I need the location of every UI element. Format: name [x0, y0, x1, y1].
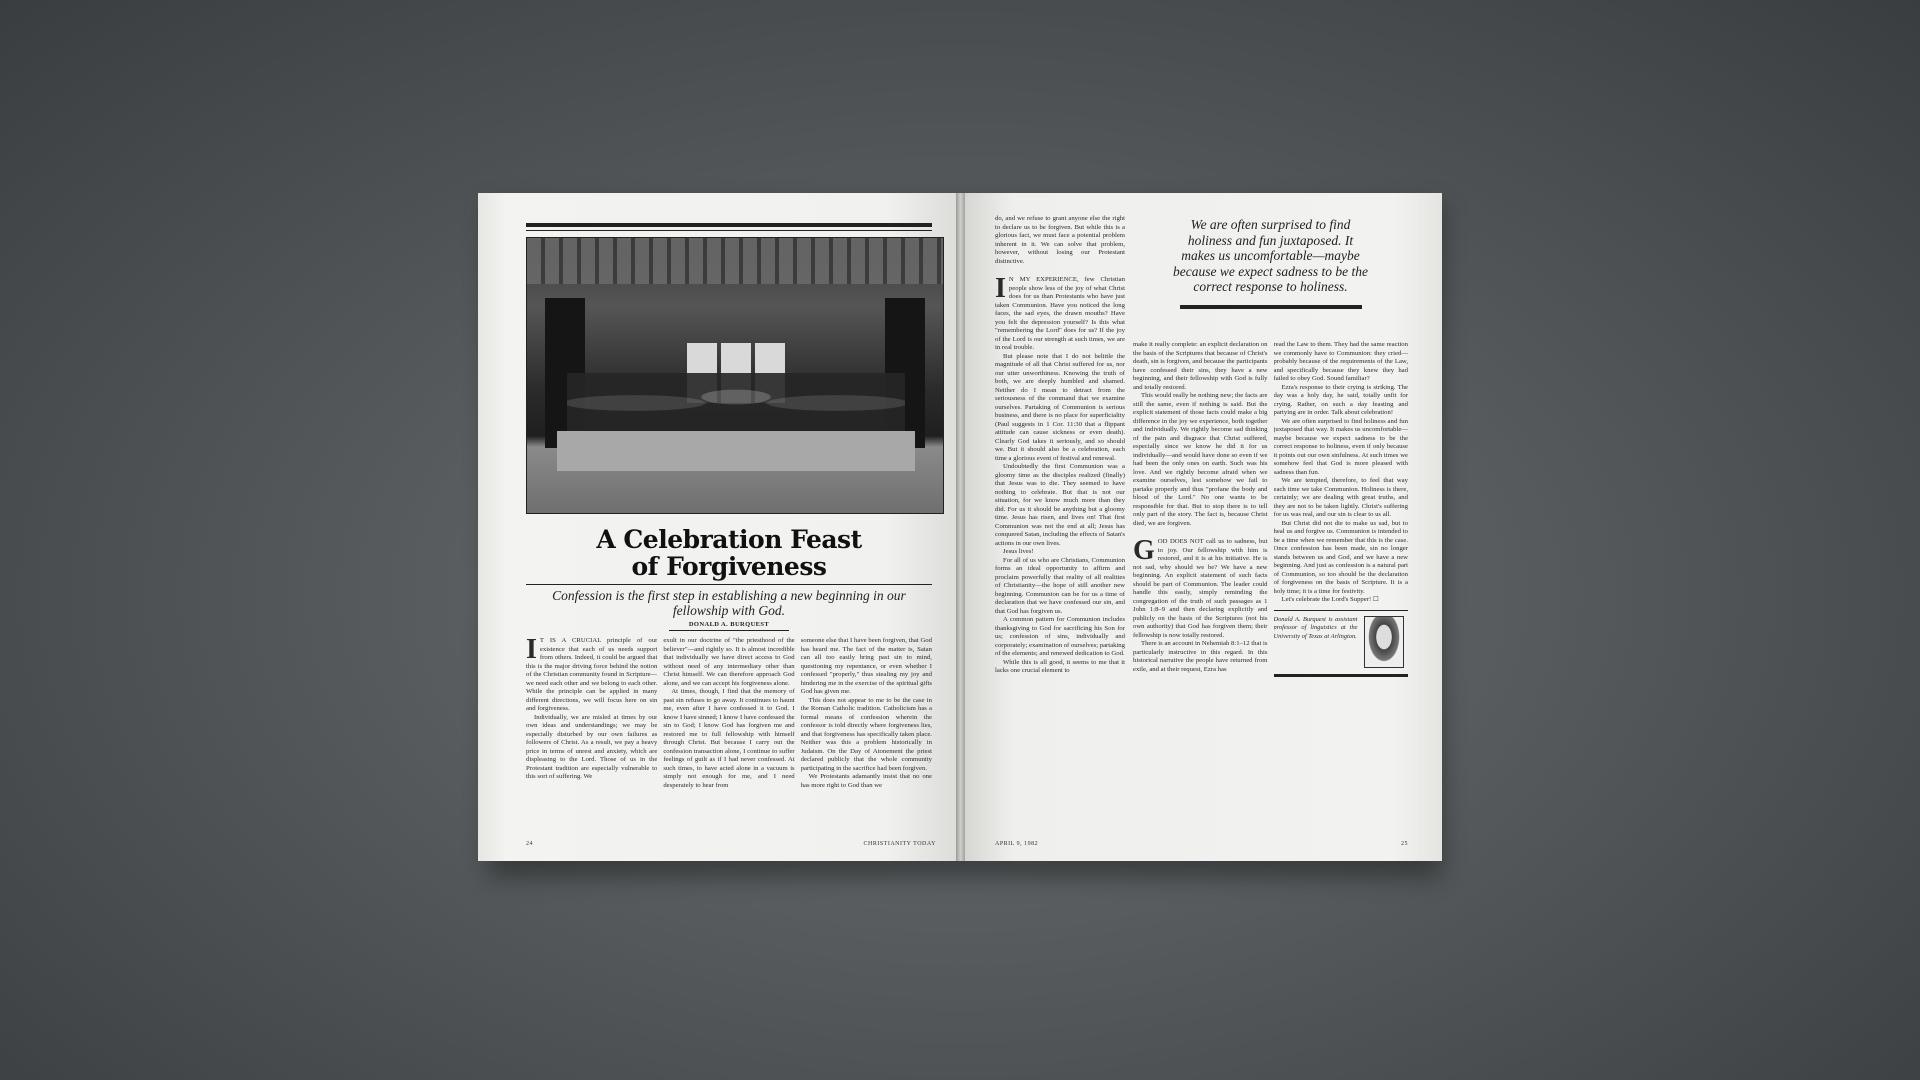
end-mark-icon: ☐ — [1372, 596, 1379, 603]
paragraph: We are tempted, therefore, to feel that way each time we take Communion. Holiness is there, certainly; we are dealing with great truths, and they are not to be taken lightly. Christ's suffering for us was real, and our sin is clear to us all. — [1273, 477, 1408, 518]
article-dek: Confession is the first step in establishing a new beginning in our fellowship with God. — [552, 588, 906, 618]
paragraph — [1274, 596, 1409, 605]
paragraph: Individually, we are misled at times by our own ideas and understandings; we may be especially disturbed by our own failures as followers of Christ. As a result, we pay a heavy price in terms of unrest and anxiety, which are displeasing to the Lord. Those of us in the Protestant tradition are especially vulnerable to this sort of suffering. We — [526, 713, 658, 780]
right-column-2 — [1133, 341, 1268, 831]
title-line-2: of Forgiveness — [631, 552, 827, 581]
article-title — [526, 526, 932, 580]
pull-quote-rule — [1180, 305, 1362, 309]
right-body-columns — [1133, 341, 1408, 831]
left-page — [478, 193, 958, 861]
drop-cap: G — [1133, 535, 1155, 566]
pull-quote: We are often surprised to find holiness and fun juxtaposed. It makes us uncomfortable—maybe because we expect sadness to be the correct response to holiness. — [1173, 217, 1368, 294]
paragraph: do, and we refuse to grant anyone else the right to declare us to be forgiven. But while this is a glorious fact, we must face a potential problem inherent in it. We can solve that problem, however, without losing our Protestant distinctive. — [995, 215, 1125, 265]
paragraph — [1133, 535, 1268, 640]
title-line-1: A Celebration Feast — [596, 525, 862, 554]
paragraph: This would really be nothing new; the facts are still the same, even if nothing is said. But the explicit statement of those facts could make a big difference in the joy we experience, both together and individually. We rightly become sad thinking of the pain and disgrace that Christ suffered, especially since we know he did it for us individually—and would have done so even if we had been the only ones on earth. Such was his love. And we rightly become afraid when we examine ourselves, lest somehow we fail to partake properly and thus "profane the body and blood of the Lord." No one wants to be responsible for that. But to stop there is to tell only part of the story. The fact is, because Christ died, we are forgiven. — [1133, 392, 1268, 527]
right-layout — [995, 215, 1408, 831]
magazine-spread — [478, 193, 1442, 869]
right-column-3 — [1274, 341, 1409, 831]
pull-quote-box — [1133, 215, 1408, 333]
drop-cap: I — [995, 273, 1006, 304]
image-ceiling — [527, 238, 943, 284]
paragraph: While this is all good, it seems to me that it lacks one crucial element to — [995, 658, 1125, 674]
byline-rule — [669, 630, 789, 631]
right-column-1 — [995, 215, 1125, 831]
paragraph: exult in our doctrine of "the priesthood of the believer"—and rightly so. It is almost incredible that individually we have direct access to God without need of any intermediary other than Christ himself. We can therefore approach God alone, and we can accept his forgiveness alone. — [663, 637, 795, 687]
title-rule — [526, 584, 932, 585]
image-figures — [567, 373, 905, 433]
paragraph: There is an account in Nehemiah 8:1–12 that is particularly instructive in this regard. In this historical narrative the people have returned from exile, and at their request, Ezra has — [1133, 640, 1268, 673]
bio-text: Donald A. Burquest is assistant professor of linguistics at the University of Texas at Arlington. — [1273, 615, 1358, 640]
author-bio — [1274, 610, 1409, 668]
paragraph-text: N MY EXPERIENCE, few Christian people show less of the joy of what Christ does for us than Protestants who have just taken Communion. Have you noticed the long faces, the sad eyes, the drawn mouths? Have you felt the depression yourself? Is this what "remembering the Lord" does for us? If the joy of the Lord is our strength at such times, we are in real trouble. — [995, 276, 1125, 351]
issue-date: APRIL 9, 1982 — [995, 841, 1039, 847]
right-main — [1133, 215, 1408, 831]
paragraph — [526, 637, 657, 714]
paragraph: Jesus lives! — [1003, 548, 1034, 555]
paragraph: We Protestants adamantly insist that no one has more right to God than we — [800, 773, 932, 789]
last-supper-image — [526, 237, 944, 514]
top-rule-thin — [526, 230, 932, 231]
paragraph-text: OD DOES NOT call us to sadness, but to joy. Our fellowship with him is restored, and it is at his initiative. He is not sad, why should we be? We have a new beginning. An explicit statement of such facts should be part of Communion. The leader could handle this easily, simply reminding the congregation of the truth of such passages as 1 John 1:8–9 and then declaring explicitly and publicly on the basis of the Scriptures (not his own authority) that God has forgiven them; their fellowship is now totally restored. — [1133, 538, 1268, 639]
paragraph: read the Law to them. They had the same reaction we commonly have to Communion: they cried—probably because of the requirements of the Law, and specifically because they knew they had failed to obey God. Sound familiar? — [1273, 341, 1408, 382]
top-rule — [526, 223, 932, 227]
magazine-name: CHRISTIANITY TODAY — [863, 841, 936, 847]
author-photo — [1364, 616, 1404, 668]
end-rule — [1274, 674, 1409, 677]
body-column-1 — [526, 637, 657, 827]
paragraph-text: T IS A CRUCIAL principle of our existence that each of us needs support from others. Indeed, it could be argued that this is the major driving force behind the notion of the Christian community found in Scripture—we need each other and we belong to each other. While the principle can be applied in many different directions, we will focus here on sin and forgiveness. — [526, 637, 658, 712]
byline: DONALD A. BURQUEST — [688, 621, 770, 628]
body-column-2 — [663, 637, 794, 827]
paragraph: At times, though, I find that the memory of past sin refuses to go away. It continues to haunt me, even after I have confessed it to God. I know I have sinned; I know I have confessed the sin to God; I know God has forgiven me and restored me to full fellowship with himself through Christ. But because I carry out the confession transaction alone, I continue to suffer feelings of guilt as if I had never confessed. At such times, to have acted alone in a vacuum is simply not enough for me, and I need desperately to hear from — [663, 688, 795, 789]
paragraph: For all of us who are Christians, Communion forms an ideal opportunity to affirm and proclaim powerfully that reality of all realities of Christianity—the hope of still another new beginning. Communion can be for us a time of declaration that we have confessed our sin, and that God has forgiven us. — [995, 556, 1125, 615]
page-number: 24 — [526, 841, 533, 847]
paragraph: Ezra's response to their crying is striking. The day was a holy day, he said, totally unfit for crying. Rather, on such a day feasting and partying are in order. Talk about celebration! — [1273, 383, 1408, 416]
paragraph: A common pattern for Communion includes thanksgiving to God for sacrificing his Son for us; confession of sins, individually and corporately; examination of ourselves; partaking of the elements; and renewed dedication to God. — [995, 616, 1125, 657]
closing-line: Let's celebrate the Lord's Supper! — [1281, 596, 1372, 603]
paragraph: This does not appear to me to be the case in the Roman Catholic tradition. Catholicism has a formal means of confession wherein the confessor is told directly where forgiveness lies, and that forgiveness has specifically taken place. Neither was this a problem historically in Judaism. On the Day of Atonement the priest declared publicly that the whole community participating in the sacrifice had been forgiven. — [800, 696, 932, 772]
drop-cap: I — [526, 637, 537, 665]
body-column-3 — [801, 637, 932, 827]
paragraph: We are often surprised to find holiness and fun juxtaposed that way. It makes us uncomfortable—maybe because we expect sadness to be the correct response to holiness, even if only because it points out our own sinfulness. At such times we somehow feel that God is more pleased with sadness than fun. — [1273, 417, 1408, 476]
paragraph: Undoubtedly the first Communion was a gloomy time as the disciples realized (finally) that Jesus was to die. They seemed to have nothing to celebrate. But that is not our situation, for we know much more than they did. For us it should be anything but a gloomy time. Jesus has risen, and lives on! That first Communion was not the end at all; Jesus has conquered Satan, including the effects of Satan's actions in our own lives. — [995, 463, 1125, 547]
page-number: 25 — [1401, 841, 1408, 847]
right-page — [965, 193, 1442, 861]
paragraph — [995, 273, 1125, 353]
paragraph: But Christ did not die to make us sad, but to heal us and forgive us. Communion is intended to be a time when we remember that this is the case. Once confession has been made, sin no longer stands between us and God, and we have a new beginning. And just as confession is a natural part of Communion, so too should be the declaration of forgiveness on the basis of Scripture. It is a holy time; it is a time for festivity. — [1273, 519, 1408, 595]
paragraph: But please note that I do not belittle the magnitude of all that Christ suffered for us, nor our utter unworthiness. Knowing the truth of both, we are deeply humbled and shamed. Neither do I mean to detract from the seriousness of the command that we examine ourselves. Partaking of Communion is serious business, and there is no place for superficiality (Paul suggests in 1 Cor. 11:30 that a flippant attitude can cause sickness or even death). Clearly God takes it seriously, and so should we. But it should also be a celebration, each time a glorious event of festival and renewal. — [995, 352, 1125, 462]
left-body-columns — [526, 637, 932, 827]
image-table — [557, 431, 915, 471]
paragraph: someone else that I have been forgiven, that God has heard me. The fact of the matter is, Satan can all too easily bring past sin to mind, questioning my repentance, or even whether I confessed "properly," thus stealing my joy and hindering me in the exercise of the spiritual gifts God has given me. — [800, 637, 932, 695]
paragraph: make it really complete: an explicit declaration on the basis of the Scriptures that because of Christ's death, sin is forgiven, and because the participants have confessed their sins, they have a new beginning, and their fellowship with God is fully and totally restored. — [1133, 341, 1268, 391]
